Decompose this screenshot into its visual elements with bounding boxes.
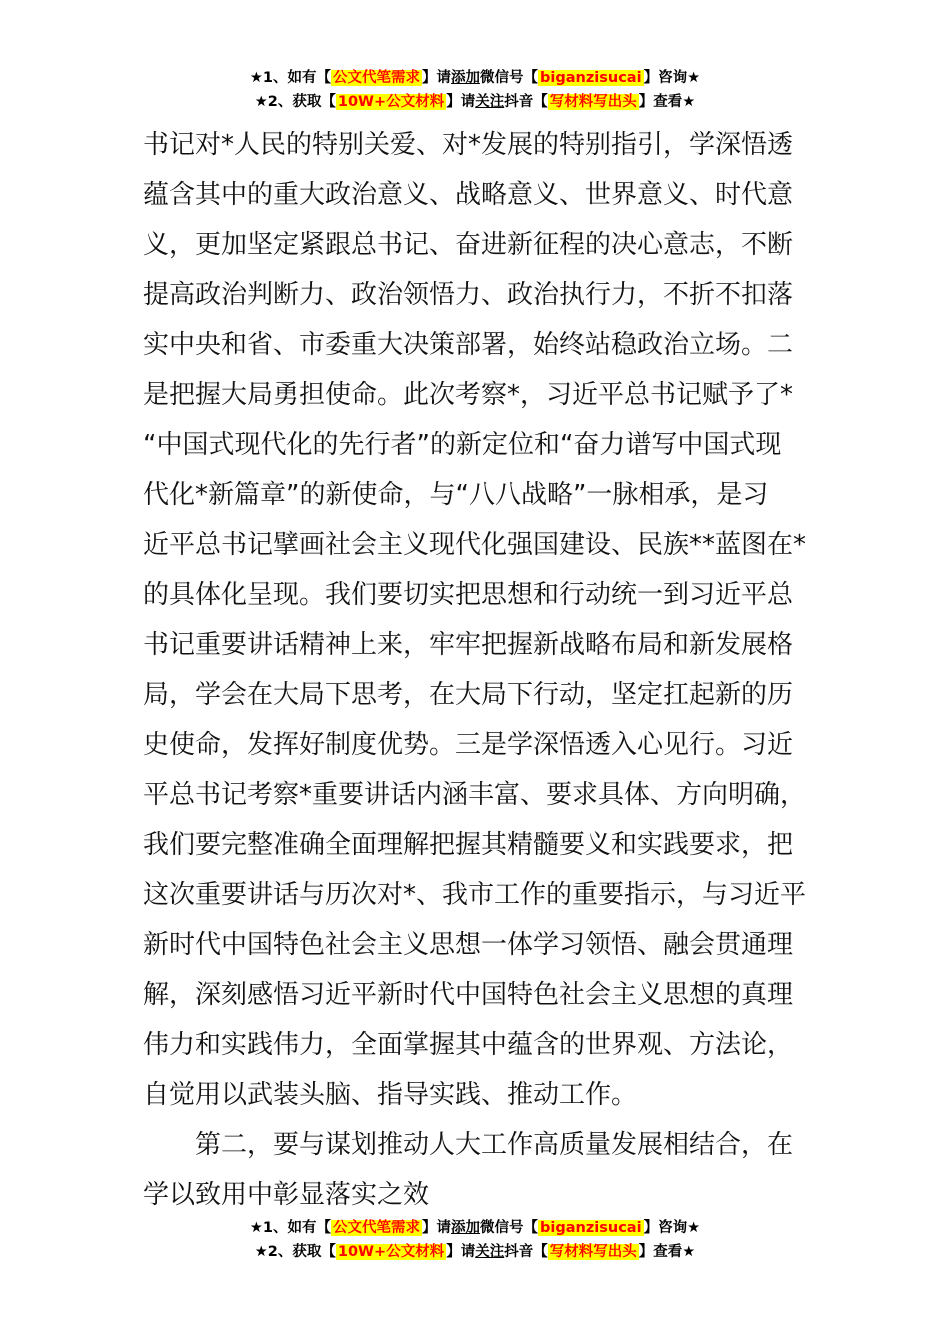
- body-line: 局，学会在大局下思考，在大局下行动，坚定扛起新的历: [143, 680, 794, 710]
- body-line: 是把握大局勇担使命。此次考察*，习近平总书记赋予了*: [143, 380, 794, 410]
- body-line: 的具体化呈现。我们要切实把思想和行动统一到习近平总: [143, 580, 794, 610]
- promo-highlight: 10W+公文材料: [337, 94, 445, 110]
- body-line: 书记重要讲话精神上来，牢牢把握新战略布局和新发展格: [143, 630, 794, 660]
- promo-highlight: 公文代笔需求: [333, 70, 421, 86]
- body-line: 这次重要讲话与历次对*、我市工作的重要指示，与习近平: [143, 880, 807, 910]
- body-line: 史使命，发挥好制度优势。三是学深悟透入心见行。习近: [143, 730, 794, 760]
- promo-highlight: biganzisucai: [540, 1220, 642, 1236]
- promo-text: ★1、如有【: [249, 70, 332, 86]
- promo-highlight: 写材料写出头: [549, 1244, 637, 1260]
- body-line: 平总书记考察*重要讲话内涵丰富、要求具体、方向明确，: [143, 780, 807, 810]
- promo-line-2: [0, 90, 950, 114]
- promo-highlight: 公文代笔需求: [333, 1220, 421, 1236]
- body-line: 蕴含其中的重大政治意义、战略意义、世界意义、时代意: [143, 180, 794, 210]
- promo-highlight: biganzisucai: [540, 70, 642, 86]
- promo-text: 抖音【: [504, 94, 548, 110]
- promo-text: 】请: [422, 1220, 452, 1236]
- promo-text: 】查看★: [638, 1244, 696, 1260]
- promo-text: ★2、获取【: [254, 1244, 336, 1260]
- body-line: 自觉用以武装头脑、指导实践、推动工作。: [143, 1080, 638, 1110]
- body-line: 义，更加坚定紧跟总书记、奋进新征程的决心意志，不断: [143, 230, 794, 260]
- document-body: [143, 120, 811, 1220]
- promo-banner-bottom: [0, 1216, 950, 1264]
- body-line: 解，深刻感悟习近平新时代中国特色社会主义思想的真理: [143, 980, 794, 1010]
- body-line: 实中央和省、市委重大决策部署，始终站稳政治立场。二: [143, 330, 794, 360]
- body-line: “中国式现代化的先行者”的新定位和“奋力谱写中国式现: [143, 430, 782, 460]
- promo-text: 】咨询★: [643, 1220, 701, 1236]
- promo-text: 】请: [446, 94, 476, 110]
- promo-text: 微信号【: [480, 70, 539, 86]
- promo-text: 微信号【: [480, 1220, 539, 1236]
- promo-underline: 关注: [475, 1244, 505, 1260]
- body-line: 我们要完整准确全面理解把握其精髓要义和实践要求，把: [143, 830, 794, 860]
- promo-highlight: 10W+公文材料: [337, 1244, 445, 1260]
- promo-underline: 关注: [475, 94, 505, 110]
- promo-banner-top: [0, 66, 950, 114]
- promo-text: 】请: [446, 1244, 476, 1260]
- promo-text: ★1、如有【: [249, 1220, 332, 1236]
- promo-line-1: [0, 66, 950, 90]
- promo-text: ★2、获取【: [254, 94, 336, 110]
- promo-text: 抖音【: [504, 1244, 548, 1260]
- promo-text: 】查看★: [638, 94, 696, 110]
- section-heading-line-1: 第二，要与谋划推动人大工作高质量发展相结合，在: [195, 1130, 794, 1160]
- section-heading-line-2: 学以致用中彰显落实之效: [143, 1180, 430, 1210]
- promo-highlight: 写材料写出头: [549, 94, 637, 110]
- body-line: 提高政治判断力、政治领悟力、政治执行力，不折不扣落: [143, 280, 794, 310]
- promo-underline: 添加: [451, 70, 481, 86]
- promo-underline: 添加: [451, 1220, 481, 1236]
- body-line: 代化*新篇章”的新使命，与“八八战略”一脉相承，是习: [143, 480, 769, 510]
- body-line: 近平总书记擘画社会主义现代化强国建设、民族**蓝图在*: [143, 530, 807, 560]
- promo-line-2: [0, 1240, 950, 1264]
- promo-text: 】咨询★: [643, 70, 701, 86]
- body-line: 书记对*人民的特别关爱、对*发展的特别指引，学深悟透: [143, 130, 794, 160]
- promo-text: 】请: [422, 70, 452, 86]
- promo-line-1: [0, 1216, 950, 1240]
- body-line: 新时代中国特色社会主义思想一体学习领悟、融会贯通理: [143, 930, 794, 960]
- body-line: 伟力和实践伟力，全面掌握其中蕴含的世界观、方法论，: [143, 1030, 794, 1060]
